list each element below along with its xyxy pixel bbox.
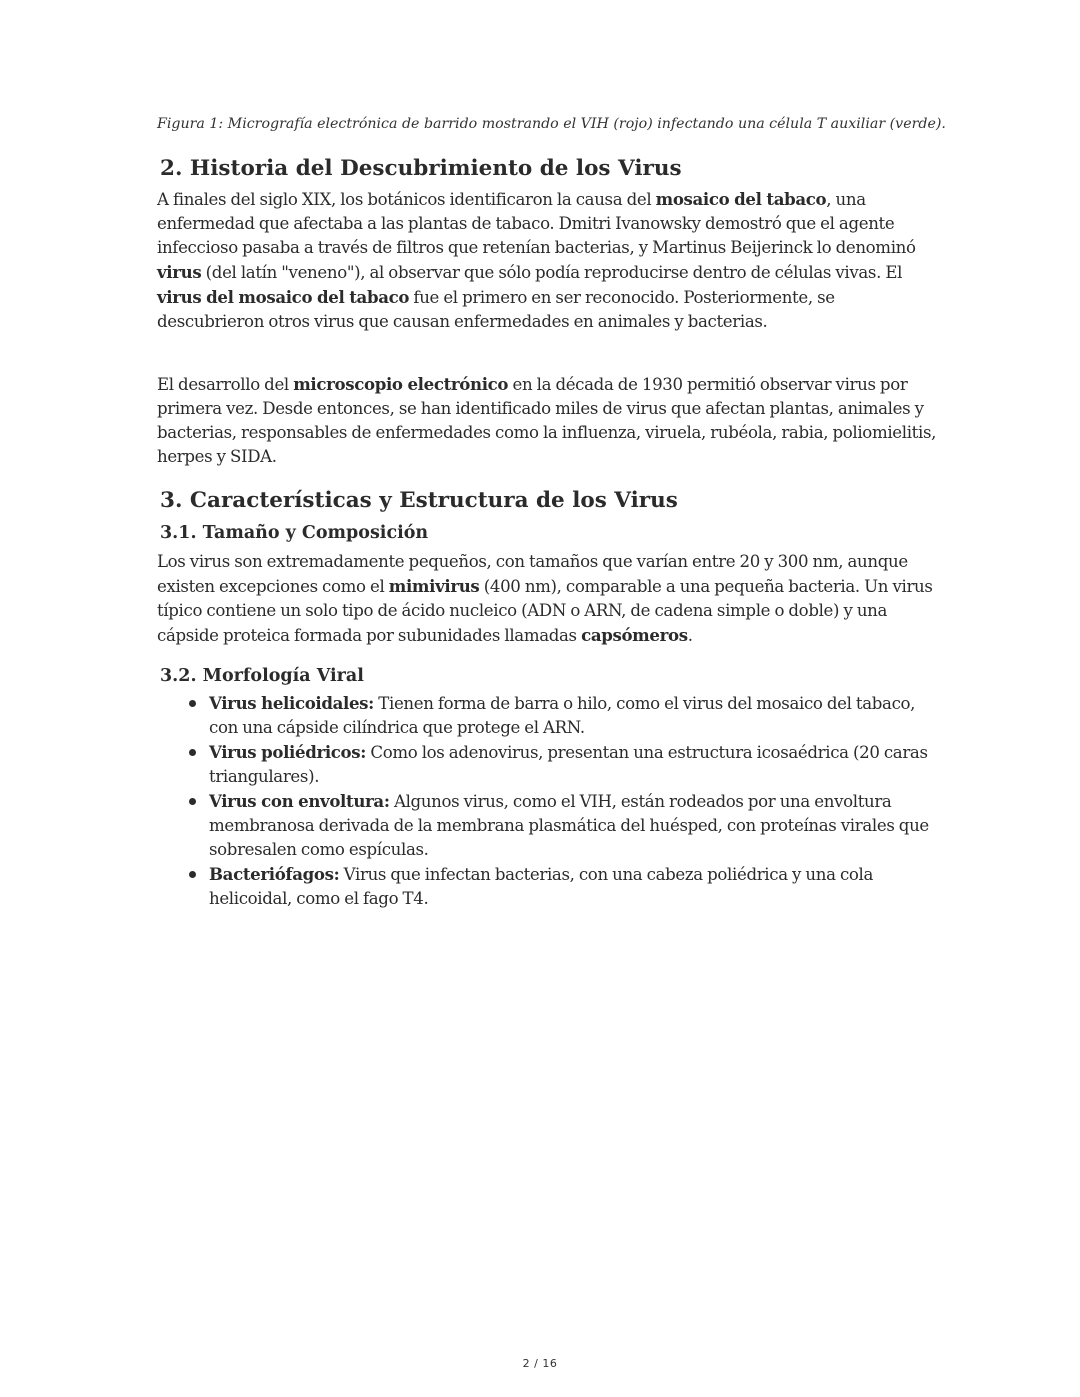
bullet-icon — [189, 798, 196, 805]
section-2-paragraph-2: El desarrollo del microscopio electrónico en la década de 1930 permitió observar virus por primera vez. Desde entonces, se han identificado miles de virus que afectan plantas, animales y bacterias, responsables de enfermedades como la influenza, viruela, rubéola, rabia, poliomielitis, herpes y SIDA. — [157, 374, 937, 466]
list-item: Virus poliédricos: Como los adenovirus, presentan una estructura icosaédrica (20 caras triangulares). — [157, 740, 937, 789]
bullet-icon — [189, 700, 196, 707]
bullet-icon — [189, 871, 196, 878]
subsection-3-2-heading: 3.2. Morfología Viral — [160, 666, 364, 686]
subsection-3-1-heading: 3.1. Tamaño y Composición — [160, 523, 429, 543]
section-2-heading: 2. Historia del Descubrimiento de los Virus — [160, 156, 682, 181]
list-item: Bacteriófagos: Virus que infectan bacterias, con una cabeza poliédrica y una cola helicoidal, como el fago T4. — [157, 862, 937, 911]
page-number: 2 / 16 — [522, 1357, 558, 1370]
list-item: Virus con envoltura: Algunos virus, como el VIH, están rodeados por una envoltura membranosa derivada de la membrana plasmática del huésped, con proteínas virales que sobresalen como espículas. — [157, 789, 937, 862]
morphology-list — [157, 691, 937, 911]
list-item: Virus helicoidales: Tienen forma de barra o hilo, como el virus del mosaico del tabaco, con una cápside cilíndrica que protege el ARN. — [157, 691, 937, 740]
section-2-paragraph-1: A finales del siglo XIX, los botánicos identificaron la causa del mosaico del tabaco, una enfermedad que afectaba a las plantas de tabaco. Dmitri Ivanowsky demostró que el agente infeccioso pasaba a través de filtros que retenían bacterias, y Martinus Beijerinck lo denominó virus (del latín "veneno"), al observar que sólo podía reproducirse dentro de células vivas. El virus del mosaico del tabaco fue el primero en ser reconocido. Posteriormente, se descubrieron otros virus que causan enfermedades en animales y bacterias. — [157, 189, 916, 331]
section-3-heading: 3. Características y Estructura de los Virus — [160, 488, 678, 513]
figure-caption: Figura 1: Micrografía electrónica de barrido mostrando el VIH (rojo) infectando una célula T auxiliar (verde). — [157, 116, 946, 132]
bullet-icon — [189, 749, 196, 756]
subsection-3-1-paragraph: Los virus son extremadamente pequeños, con tamaños que varían entre 20 y 300 nm, aunque existen excepciones como el mimivirus (400 nm), comparable a una pequeña bacteria. Un virus típico contiene un solo tipo de ácido nucleico (ADN o ARN, de cadena simple o doble) y una cápside proteica formada por subunidades llamadas capsómeros. — [157, 552, 933, 645]
